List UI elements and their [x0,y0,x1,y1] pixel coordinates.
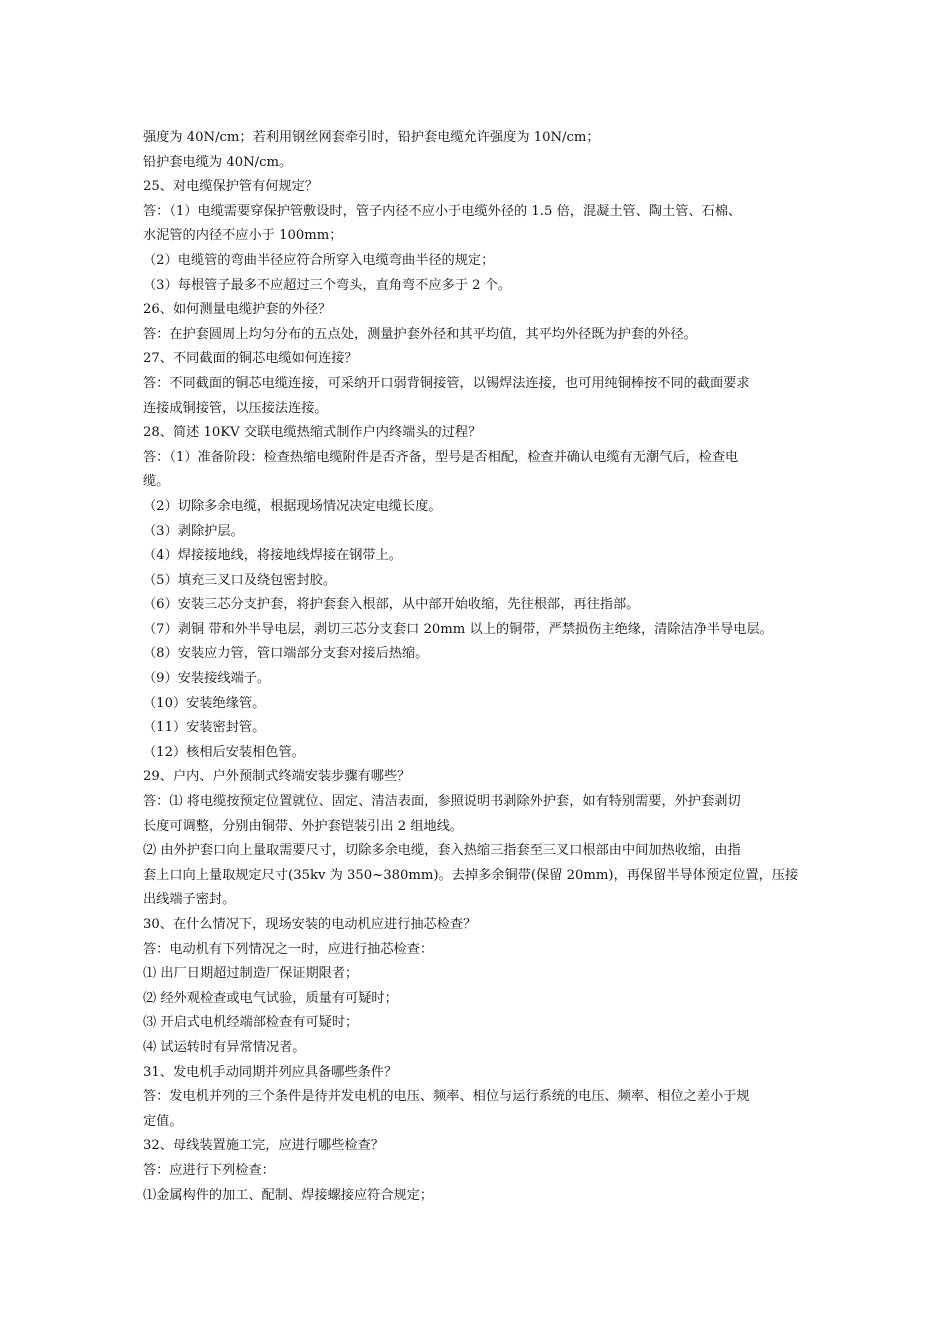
text-line: （12）核相后安装相色管。 [143,744,305,760]
text-line: 答：应进行下列检查： [143,1162,275,1178]
text-line: （2）电缆管的弯曲半径应符合所穿入电缆弯曲半径的规定； [143,252,495,268]
text-line: ⑵ 经外观检查或电气试验，质量有可疑时； [143,990,398,1006]
question-heading: 25、对电缆保护管有何规定？ [143,179,319,195]
question-heading: 32、母线装置施工完，应进行哪些检查？ [143,1138,384,1154]
text-line: 连接成铜接管，以压接法连接。 [143,400,328,416]
question-heading: 31、发电机手动同期并列应具备哪些条件？ [143,1064,398,1080]
text-line: ⑶ 开启式电机经端部检查有可疑时； [143,1015,359,1031]
question-heading: 29、户内、户外预制式终端安装步骤有哪些？ [143,769,411,785]
text-line: 缆。 [143,474,170,490]
text-line: 答：在护套圆周上均匀分布的五点处，测量护套外径和其平均值，其平均外径既为护套的外径。 [143,326,697,342]
text-line: （2）切除多余电缆，根据现场情况决定电缆长度。 [143,498,442,514]
text-line: ⑴ 出厂日期超过制造厂保证期限者； [143,966,359,982]
text-line: （8）安装应力管，管口端部分支套对接后热缩。 [143,646,429,662]
text-line: （5）填充三叉口及绕包密封胶。 [143,572,337,588]
text-line: 答：⑴ 将电缆按预定位置就位、固定、清洁表面，参照说明书剥除外护套，如有特别需要，外护套剥切 [143,794,741,810]
text-line: 长度可调整，分别由铜带、外护套铠装引出 2 组地线。 [143,818,464,834]
question-heading: 26、如何测量电缆护套的外径？ [143,302,332,318]
text-line: （10）安装绝缘管。 [143,695,266,711]
text-line: 强度为 40N/cm；若利用钢丝网套牵引时，铅护套电缆允许强度为 10N/cm； [143,130,600,145]
text-line: 套上口向上量取规定尺寸(35kv 为 350~380mm)。去掉多余铜带(保留 20mm)，再保留半导体预定位置，压接 [143,867,799,883]
text-line: 铅护套电缆为 40N/cm。 [143,154,293,170]
text-line: 答：不同截面的铜芯电缆连接，可采纳开口弱背铜接管，以锡焊法连接，也可用纯铜棒按不同的截面要求 [143,375,750,391]
text-line: ⑵ 由外护套口向上量取需要尺寸，切除多余电缆，套入热缩三指套至三叉口根部由中间加热收缩，由指 [143,843,741,859]
text-line: （3）每根管子最多不应超过三个弯头，直角弯不应多于 2 个。 [143,277,512,293]
text-line: （7）剥铜 带和外半导电层，剥切三芯分支套口 20mm 以上的铜带，严禁损伤主绝缘，清除洁净半导电层。 [143,621,773,637]
text-line: ⑴金属构件的加工、配制、焊接螺接应符合规定； [143,1187,434,1203]
text-line: （9）安装接线端子。 [143,671,271,687]
question-heading: 28、简述 10KV 交联电缆热缩式制作户内终端头的过程？ [143,425,482,441]
text-line: 水泥管的内径不应小于 100mm； [143,228,343,244]
text-line: （3）剥除护层。 [143,523,244,539]
text-line: 定值。 [143,1113,183,1129]
text-line: （11）安装密封管。 [143,720,266,736]
question-heading: 30、在什么情况下，现场安装的电动机应进行抽芯检查？ [143,917,477,932]
text-line: 答：发电机并列的三个条件是待并发电机的电压、频率、相位与运行系统的电压、频率、相位之差小于规 [143,1089,750,1105]
text-line: （6）安装三芯分支护套，将护套套入根部，从中部开始收缩，先往根部，再往指部。 [143,597,640,613]
text-line: （4）焊接接地线，将接地线焊接在钢带上。 [143,548,402,564]
text-line: ⑷ 试运转时有异常情况者。 [143,1039,306,1055]
text-line: 答：电动机有下列情况之一时，应进行抽芯检查： [143,941,434,957]
question-heading: 27、不同截面的铜芯电缆如何连接？ [143,351,358,367]
text-line: 出线端子密封。 [143,892,236,908]
text-line: 答：（1）电缆需要穿保护管敷设时，管子内径不应小于电缆外径的 1.5 倍，混凝土管、陶土管、石棉、 [143,203,742,219]
text-line: 答：（1）准备阶段：检查热缩电缆附件是否齐备，型号是否相配，检查并确认电缆有无潮气后，检查电 [143,449,739,465]
